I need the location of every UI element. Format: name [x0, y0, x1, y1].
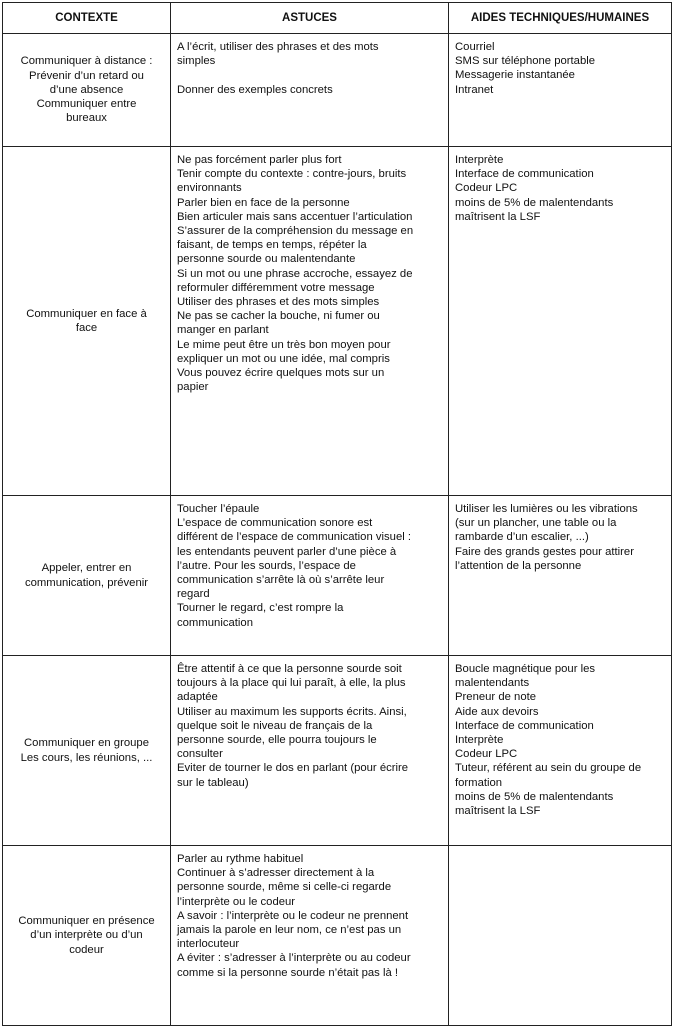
context-cell: [3, 34, 171, 147]
tips-cell-line: Donner des exemples concrets: [177, 83, 333, 96]
context-cell: [3, 496, 171, 656]
tips-cell-line: Utiliser au maximum les supports écrits. Ainsi,: [177, 705, 407, 718]
aids-cell-line: moins de 5% de malentendants: [455, 790, 614, 803]
context-cell-line: face: [75, 322, 98, 334]
context-cell-line: Communiquer en face à: [26, 307, 147, 320]
aids-cell-line: Aide aux devoirs: [455, 705, 539, 718]
tips-cell-line: A éviter : s’adresser à l’interprète ou au codeur: [177, 952, 411, 965]
tips-cell: [171, 496, 449, 656]
context-cell-line: Prévenir d’un retard ou: [29, 69, 144, 82]
advice-table: [2, 2, 672, 1026]
header-row: [3, 3, 672, 34]
context-cell: [3, 147, 171, 496]
tips-cell-line: Tenir compte du contexte : contre-jours, bruits: [177, 168, 407, 181]
tips-cell-line: interlocuteur: [177, 938, 240, 951]
context-cell-line: d’un interprète ou d’un: [30, 929, 143, 942]
context-cell: [3, 656, 171, 846]
aids-cell: [449, 34, 672, 147]
tips-cell-line: papier: [177, 381, 209, 394]
tips-cell-line: Bien articuler mais sans accentuer l’articulation: [177, 210, 413, 223]
tips-cell-line: personne sourde, elle pourra toujours le: [177, 734, 377, 747]
tips-cell-line: l’interprète ou le codeur: [177, 895, 296, 908]
aids-cell-line: Utiliser les lumières ou les vibrations: [455, 503, 638, 515]
tips-cell-line: Être attentif à ce que la personne sourde soit: [177, 663, 402, 675]
tips-cell-line: toujours à la place qui lui paraît, à elle, la plus: [177, 677, 406, 690]
aids-cell-line: (sur un plancher, une table ou la: [455, 517, 617, 530]
aids-cell-line: formation: [455, 776, 503, 789]
tips-cell-line: Ne pas forcément parler plus fort: [177, 154, 342, 166]
tips-cell-line: Vous pouvez écrire quelques mots sur un: [177, 367, 385, 380]
context-cell: [3, 846, 171, 1026]
aids-cell-line: Codeur LPC: [455, 182, 518, 195]
context-cell-line: communication, prévenir: [24, 576, 149, 589]
table-row: [3, 846, 672, 1026]
aids-cell-line: Interprète: [455, 734, 504, 747]
table-row: [3, 34, 672, 147]
aids-cell-line: maîtrisent la LSF: [455, 210, 541, 223]
context-cell-line: Communiquer à distance :: [20, 55, 153, 68]
context-cell-line: codeur: [69, 943, 104, 956]
tips-cell-line: Eviter de tourner le dos en parlant (pour écrire: [177, 762, 409, 775]
tips-cell-line: communication: [177, 616, 253, 629]
context-cell-line: Appeler, entrer en: [41, 562, 132, 575]
tips-cell-line: environnants: [177, 182, 242, 195]
tips-cell-line: Le mime peut être un très bon moyen pour: [177, 338, 391, 351]
tips-cell-line: quelque soit le niveau de français de la: [177, 719, 373, 732]
tips-cell-line: Continuer à s’adresser directement à la: [177, 867, 375, 880]
tips-cell-line: regard: [177, 588, 210, 601]
tips-cell-line: expliquer un mot ou une idée, mal compris: [177, 352, 390, 365]
aids-cell: [449, 496, 672, 656]
tips-cell-line: personne sourde, même si celle-ci regarde: [177, 881, 392, 894]
aids-cell: [449, 656, 672, 846]
tips-cell-line: Ne pas se cacher la bouche, ni fumer ou: [177, 310, 380, 323]
tips-cell-line: personne sourde ou malentendante: [177, 253, 356, 266]
tips-cell-line: [177, 68, 442, 82]
aids-cell-line: Interprète: [455, 154, 504, 166]
tips-cell-line: Tourner le regard, c’est rompre la: [177, 602, 344, 615]
aids-cell-line: SMS sur téléphone portable: [455, 55, 596, 68]
tips-cell-line: Parler au rythme habituel: [177, 853, 304, 865]
tips-cell-line: différent de l’espace de communication visuel :: [177, 531, 412, 544]
table-row: [3, 656, 672, 846]
tips-cell-line: l’autre. Pour les sourds, l’espace de: [177, 559, 356, 572]
tips-cell-line: Utiliser des phrases et des mots simples: [177, 296, 380, 309]
aids-cell-line: moins de 5% de malentendants: [455, 196, 614, 209]
tips-cell-line: L’espace de communication sonore est: [177, 517, 373, 530]
tips-cell-line: simples: [177, 55, 216, 68]
tips-cell-line: faisant, de temps en temps, répéter la: [177, 239, 367, 252]
aids-cell-line: Codeur LPC: [455, 748, 518, 761]
aids-cell-line: Preneur de note: [455, 691, 537, 704]
tips-cell: [171, 147, 449, 496]
tips-cell-line: sur le tableau): [177, 776, 249, 789]
aids-cell: [449, 846, 672, 1026]
context-cell-line: Communiquer en présence: [18, 915, 155, 928]
table-row: [3, 147, 672, 496]
tips-cell: [171, 34, 449, 147]
tips-cell-line: Toucher l’épaule: [177, 503, 260, 515]
aids-cell-line: l’attention de la personne: [455, 559, 582, 572]
aids-cell-line: maîtrisent la LSF: [455, 805, 541, 818]
context-cell-line: Communiquer en groupe: [24, 737, 149, 750]
aids-cell-line: malentendants: [455, 677, 530, 690]
tips-cell-line: adaptée: [177, 691, 218, 704]
header-aids: AIDES TECHNIQUES/HUMAINES: [449, 3, 672, 34]
tips-cell-line: jamais la parole en leur nom, ce n’est pas un: [177, 924, 402, 937]
aids-cell: [449, 147, 672, 496]
table-row: [3, 496, 672, 656]
aids-cell-line: Interface de communication: [455, 719, 594, 732]
tips-cell-line: A l’écrit, utiliser des phrases et des mots: [177, 41, 379, 53]
aids-cell-line: rambarde d’un escalier, ...): [455, 531, 589, 544]
aids-cell-line: Faire des grands gestes pour attirer: [455, 545, 634, 558]
context-cell-line: bureaux: [66, 112, 107, 125]
tips-cell-line: A savoir : l’interprète ou le codeur ne prennent: [177, 909, 409, 922]
header-context: CONTEXTE: [3, 3, 171, 34]
tips-cell-line: communication s’arrête là où s’arrête leur: [177, 574, 385, 587]
aids-cell-line: Courriel: [455, 41, 495, 53]
tips-cell-line: Si un mot ou une phrase accroche, essayez de: [177, 267, 413, 280]
aids-cell-line: Boucle magnétique pour les: [455, 663, 596, 675]
tips-cell-line: les entendants peuvent parler d’une pièce à: [177, 545, 397, 558]
context-cell-line: Les cours, les réunions, ...: [20, 751, 153, 764]
tips-cell-line: reformuler différemment votre message: [177, 281, 375, 294]
aids-cell-line: Intranet: [455, 83, 494, 96]
tips-cell-line: Parler bien en face de la personne: [177, 196, 350, 209]
tips-cell: [171, 656, 449, 846]
header-tips: ASTUCES: [171, 3, 449, 34]
tips-cell-line: manger en parlant: [177, 324, 269, 337]
context-cell-line: Communiquer entre: [36, 98, 137, 111]
tips-cell: [171, 846, 449, 1026]
context-cell-line: d’une absence: [49, 83, 124, 96]
tips-cell-line: S’assurer de la compréhension du message en: [177, 225, 414, 238]
aids-cell-line: Interface de communication: [455, 168, 594, 181]
aids-cell-line: Tuteur, référent au sein du groupe de: [455, 762, 642, 775]
tips-cell-line: comme si la personne sourde n’était pas là !: [177, 966, 399, 979]
aids-cell-line: Messagerie instantanée: [455, 69, 575, 82]
tips-cell-line: consulter: [177, 748, 223, 761]
